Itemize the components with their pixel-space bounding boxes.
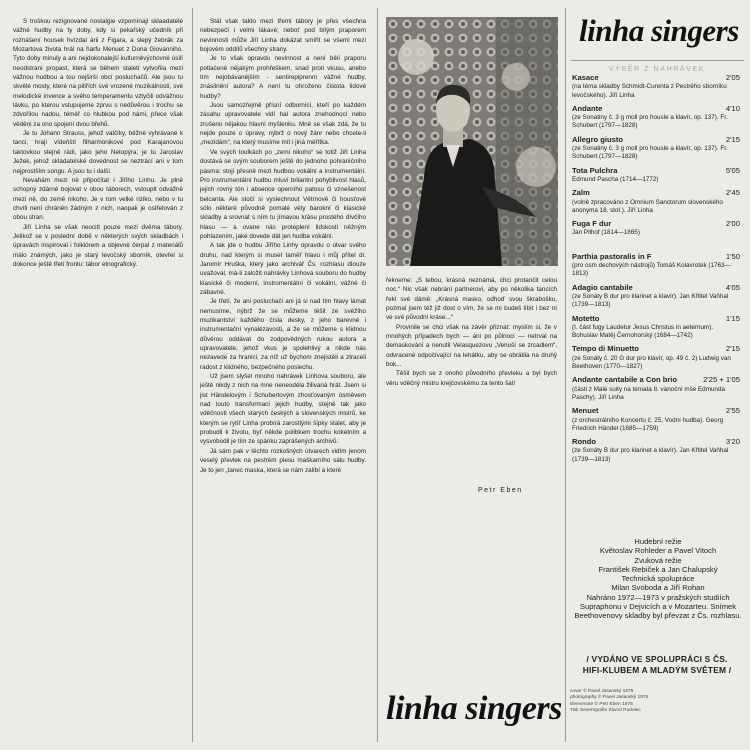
- credit-label: Technická spolupráce: [621, 574, 695, 584]
- track-duration: 4'05: [725, 282, 740, 292]
- track-duration: 2'05: [725, 73, 740, 82]
- track-duration: 3'20: [725, 437, 740, 447]
- credit-label: Hudební režie: [634, 537, 682, 546]
- track-item: [572, 73, 740, 100]
- copyright-line: photography © Pavel Jasanský 1975: [570, 695, 649, 701]
- side-break: [572, 242, 740, 252]
- track-note: Edmund Pascha (1714—1772): [572, 175, 659, 183]
- track-title: Andante: [572, 103, 603, 113]
- essay-paragraph: Provinile se chci však na závěr přiznat: myslím si, že v mnohých případech bych — ani po půlnoci — netrval na demaskování a nenutil Velasquezovu „Venuší se zrcadlem“, odvracené odpočívající na lehátku, aby se obrátila na druhý bok...: [386, 323, 557, 369]
- track-title: Rondo: [572, 437, 597, 447]
- copyright-line: cover © Pavel Jasanský 1975: [570, 689, 634, 694]
- track-title: Fuga F dur: [572, 219, 612, 229]
- track-item: [572, 188, 740, 215]
- track-duration: 4'10: [725, 103, 740, 113]
- track-title: Parthia pastoralis in F: [572, 251, 652, 261]
- copyright-block: [570, 689, 730, 715]
- track-duration: 1'50: [725, 251, 740, 261]
- column-divider: [192, 8, 193, 742]
- track-duration: 2'15: [725, 344, 740, 354]
- essay-paragraph: Je třetí, že ani posluchači ani já si nad tím hlavy lámat nemusíme, nýbrž že se můžeme těšit ze svěžího muzikantství každého čísla desky, z jeho barevné i instrumentační vynalézavosti, a že se můžeme s klidnou důvěrou oddávat do zodpovědných rukou autora a upravovatele, jehož vkus je spolehlivý a nikde nás nezavede za hranici, za níž už bychom znejistěli a ztraceli radost z klidného, bezpečného poslechu.: [200, 298, 366, 371]
- track-title: Tota Pulchra: [572, 165, 618, 175]
- credit-value: Milan Svoboda a Jiří Rohan: [611, 583, 705, 593]
- track-duration: 2'45: [725, 188, 740, 198]
- track-duration: 5'05: [725, 165, 740, 175]
- track-note: (ze Sonatiny č. 3 g moll pro housle a klavír, op. 137). Fr. Schubert (1797—1828): [572, 114, 728, 130]
- essay-column-1: [13, 17, 183, 467]
- track-note: (ze Sonáty B dur pro klarinet a klavír). Jan Křtitel Vaňhal (1739—1813): [572, 447, 729, 463]
- essay-paragraph: Stát však takto mezi třemi tábory je přes všechna nebezpečí i velmi lákavé; neboť pod bílým praporem nevinnosti může Jiří Linha dokázat smířit se všemi mezi bojovém oddílů všechny strany.: [200, 18, 366, 54]
- track-duration: 2'00: [725, 219, 740, 229]
- track-title: Menuet: [572, 406, 599, 416]
- brand-title-bottom: linha singers: [386, 690, 562, 727]
- track-note: (volně zpracováno z Omnium Sanctorum slovenského anonyma 18. stol.). Jiří Linha: [572, 198, 723, 214]
- credit-value: Květoslav Rohleder a Pavel Vitoch: [599, 546, 717, 556]
- essay-paragraph: Nevahám mezi ně připočítat i Jiřího Linhu. Je plně schopný zdárně bojovat v obou táborech, vstoupit odvážně mezi ně, do země nikoho. Je v tom velké riziko, nebo v tu chvíli není chráněn žádným z nich, naopak je ostřelován z obou stran.: [13, 176, 183, 222]
- track-duration: 2'15: [725, 134, 740, 144]
- track-item: [572, 283, 740, 310]
- hifi-club-notice: [568, 654, 746, 675]
- header-rule: [571, 60, 744, 61]
- track-item: [572, 375, 740, 402]
- photo-illustration: [386, 17, 558, 266]
- track-item: [572, 344, 740, 371]
- author-signature: Petr Eben: [478, 487, 523, 494]
- track-duration: 2'55: [725, 406, 740, 416]
- essay-paragraph: Ve svých toulkách po „zemi nikoho“ se totiž Jiří Linha dostává se svým souborem ještě do jednoho pohraničního pásma: stojí přesně mezi hudbou vokální a instrumentální. Pro instrumentální hudbu mluví brilantní pohyblivost hlasů, jejich rovný tón i absence operního patosu či vznešenost belcanta. Ale stočí si vyslechnout Větrnově či housťové sólo některé původně pomalé věty barokní či klasické skladby a srovnat s ním tu jímavou krásu prostého dívčího hlasu — a ovane nás proteplení lidskosti něžným pohlazením, jaké dovede dát jen hudba vokální.: [200, 148, 366, 240]
- track-note: Jan Pilhof (1814—1865): [572, 229, 640, 237]
- column-divider: [377, 8, 378, 742]
- copyright-line: Tisk Severografie Závod Rudolec: [570, 708, 641, 714]
- track-title: Zalm: [572, 188, 590, 198]
- essay-paragraph: A tak jde o hudbu Jiřího Linhy opravdu o útvar svého druhu, nad kterým si musel taměř hlavu i můj přítel dr. Jaromír Hruška, který jako archivář Čs. rozhlasu dlouze uvažoval, má-li založit nahrávky Linhova souboru do hudby klasické či moderní, instrumentální či vokální, vážné či zábavné.: [200, 242, 366, 296]
- brand-title-top: linha singers: [579, 13, 739, 48]
- essay-paragraph: Jsou samozřejmě přísní odborníci, kteří po každém zásahu upravovatele vidí hal autora znehodnocí nebo zrušeno nějakou hlavní myšlenku. Mně se však zdá, že tu nejde pouze o úpravy, nýbrž o nový žánr nebo chcete-li „mezidám“, na který musíme mít i jiná měřítka.: [200, 102, 366, 147]
- essay-paragraph: Už jsem slyšel mnoho nahrávek Linhova souboru, ale ještě nikdy z nich na mne neneodéla žilivaná hrát. Jsem si jist Händelovým i Schubertovým zhosťovaným úsměvem nad touto transformací jejich hudby, stejně tak jako vděčnosti všech starých českých a slovenských mistrů, ke kterým se rytíř Linha probírá zarostlými šípky stalet, aby je probudil k životu, byť někde polibkem trochu koketním a vysvobodil je tím ze spánku zaprášených archivů.: [200, 373, 366, 446]
- track-note: (ze Sonáty č. 20 G dur pro klavír, op. 49 č. 2) Ludwig van Beethoven (1770—1827): [572, 354, 731, 371]
- track-note: (pro osm dechových nástrojů) Tomáš Kolavrotek (1763—1813): [572, 262, 731, 278]
- essay-paragraph: Je tu Johann Strauss, jehož valčíky, běžně vyhrávané k tanci, hrají vídeňští filharmonikové pod Karajanovou taktovkou stejně rádi, jako jeho Netopýra; je tu Jaroslav Ježek, jehož skladatelské dovednost se neztrácí ani v tom nejprostším songu. A jsou tu i další.: [13, 130, 183, 175]
- track-list: [572, 73, 740, 468]
- essay-paragraph: Je to však opravdu nevinnost a není bělí praporu potlačené nějakým prohřeškem, snad proti vkusu, anebo tím nejobávanějším - sentirepiprenm vážné hudby, znásilnění autora? A není tu ohroženo čistota lidové hudby?: [200, 55, 366, 100]
- credit-value: František Rebiček a Jan Chalupský: [598, 564, 718, 574]
- track-title: Allegro giusto: [572, 134, 624, 144]
- essay-paragraph: řekneme: „S tebou, krásná neznámá, chci protančit celou noc.“ Nic však nebrání partnerovi, aby po několika tancích řekl své dámě: „Krásná masko, odhoď svou škrabošku, pozmal jsem též již dost o vím, že se mi budeš líbit i bez ní ve své původní kráse...“: [386, 277, 557, 322]
- column-divider: [565, 8, 566, 742]
- track-item: [572, 252, 740, 279]
- hifi-line: HIFI-KLUBEM A MLADÝM SVĚTEM /: [582, 664, 732, 675]
- track-title: Motetto: [572, 313, 600, 323]
- track-title: Andante cantabile a Con brio: [572, 375, 678, 385]
- copyright-line: sleevenote © Petr Eben 1975: [570, 701, 633, 707]
- track-note: (ze Sonáty B dur pro klarinet a klavír). Jan Křtitel Vaňhal (1739—1813): [572, 292, 729, 309]
- track-item: [572, 166, 740, 185]
- track-note: (ze Sonatiny č. 3 g moll pro housle a klavír, op. 137). Fr. Schubert (1797—1828): [572, 145, 728, 161]
- track-item: [572, 219, 740, 238]
- essay-column-2: [200, 17, 366, 717]
- track-duration: 1'15: [725, 313, 740, 323]
- production-credits: [572, 537, 744, 621]
- track-note: (na téma skladby Schmidt-Curenta z Pestrého sborníku levočského). Jiří Linha: [572, 83, 727, 99]
- track-item: [572, 437, 740, 464]
- track-note: (I. část fugy Laudetur Jesus Christus in aeternum). Bohuslav Matěj Černohorský (1684—1742): [572, 323, 714, 340]
- track-title: Kasace: [572, 73, 599, 82]
- essay-paragraph: Jiří Linha se však neocitl pouze mezi dvěma tábory. Jelikož se v poslední době v některých svých skladbách i úpravách inspiroval i folklórem a objevně čerpal z materiálů málo známých, jako je starý levočský sborník, otevřel si dokonce ještě třetí frontu: tábor etnografický.: [13, 223, 183, 268]
- essay-paragraph: S troškou rezignované nostalgie vzpomínají sklaadatelé vážné hudby na ty doby, kdy si pekařský učedník při roznášení housek hvízdal árii z Figara, a slepý žebrák za Mozartova života hrál na harfu Menuet z Dona Giovanniho. Tyto doby minuly a ani nejdokonalejší kulturněvýchovné úsilí neodstraní propast, která se během staletí vytvořila mezi vážnou hudbou a tou nejširší obcí posluchačů. Ale jsou tu skvělé mosty, které na pilířích své vrozené muzikálnosti, své melodické invence a svého temperamentu vztyčili odvážnou lávku, po kterou vstupujeme zprvu s nedůvěrou i trochu se zdvořilou nadou, téměř co hlubkou pod námi, přece však věděni za ono spojení dvou břehů.: [13, 18, 183, 128]
- recording-note: Nahráno 1972—1973 v pražských studiích Supraphonu v Dejvicích a v Mozarteu. Snímek Beethovenovy skladby byl převzat z Čs. rozhlasu.: [574, 592, 742, 621]
- track-title: Adagio cantabile: [572, 282, 633, 292]
- singer-photo: [386, 17, 558, 266]
- track-item: [572, 314, 740, 341]
- track-note: (části z Malé suity na témata II. vánoční mše Edmunda Paschy). Jiří Linha: [572, 385, 725, 401]
- track-item: [572, 406, 740, 433]
- track-item: [572, 135, 740, 162]
- album-subtitle: VÝBĚR Z NAHRÁVEK: [608, 66, 705, 73]
- track-title: Tempo di Minuetto: [572, 344, 639, 354]
- essay-column-3: [386, 276, 557, 516]
- track-item: [572, 104, 740, 131]
- essay-paragraph: Těšil bych se z onoho původního převleku a byl bych věru vděčný mistru krejčovskému za tento šat!: [386, 370, 557, 387]
- track-note: (z orchestrálního Koncertu č. 25, Vodní hudba). Georg Friedrich Händel (1685—1759): [572, 416, 724, 432]
- track-duration: 2'25 + 1'05: [703, 375, 740, 385]
- hifi-line: / VYDÁNO VE SPOLUPRÁCI S ČS.: [586, 654, 728, 664]
- credit-label: Zvuková režie: [634, 555, 682, 565]
- essay-paragraph: Já sám pak v těchto rozkošných útvarech vidím jenom veselý převlek na pestrém plesu maškarního sálu hudby. Je to jen „tanec maska, která se nám zalíbí a které: [200, 447, 366, 474]
